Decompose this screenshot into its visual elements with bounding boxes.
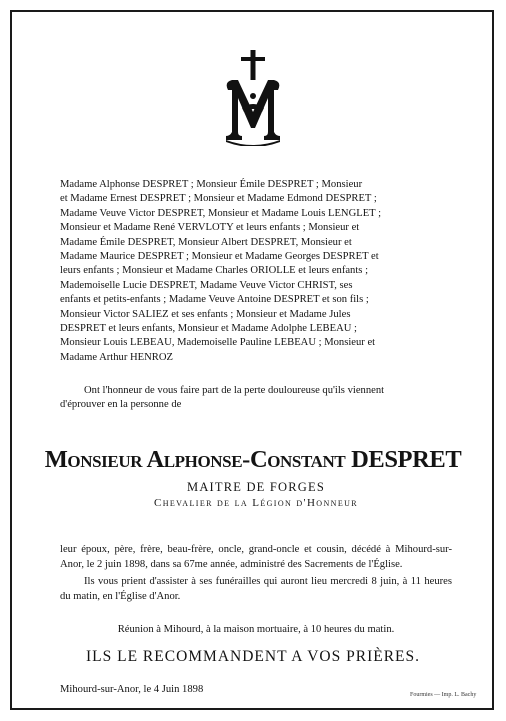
family-line: Monsieur et Madame René VERVLOTY et leurs enfants ; Monsieur et [60,222,360,234]
family-line: Monsieur Victor SALIEZ et ses enfants ; Monsieur et Madame Jules [60,308,351,320]
family-line: Monsieur Louis LEBEAU, Mademoiselle Pauline LEBEAU ; Monsieur et [60,337,376,349]
funeral-details-text: Ils vous prient d'assister à ses funérailles qui auront lieu mercredi 8 juin, à 11 heures du matin, en l'Église d'Anor. [60,576,452,602]
family-list [60,178,452,365]
death-details-text: leur époux, père, frère, beau-frère, oncle, grand-oncle et cousin, décédé à Mihourd-sur-Anor, le 2 juin 1898, dans sa 67me année, administré des Sacrements de l'Église. [60,544,452,570]
family-line: Madame Maurice DESPRET ; Monsieur et Madame Georges DESPRET et [60,251,379,263]
family-line: et Madame Ernest DESPRET ; Monsieur et Madame Edmond DESPRET ; [60,193,377,205]
family-line: DESPRET et leurs enfants, Monsieur et Madame Adolphe LEBEAU ; [60,323,357,335]
cross-monogram-icon [222,50,284,146]
family-line: enfants et petits-enfants ; Madame Veuve Antoine DESPRET et son fils ; [60,294,369,306]
deceased-title-honor: Chevalier de la Légion d'Honneur [153,497,359,509]
family-line: Madame Veuve Victor DESPRET, Monsieur et Madame Louis LENGLET ; [60,207,382,219]
recommend-heading: ILS LE RECOMMANDENT A VOS PRIÈRES. [86,648,420,665]
deceased-name: Monsieur Alphonse-Constant DESPRET [44,446,462,473]
family-line: Madame Émile DESPRET, Monsieur Albert DESPRET, Monsieur et [60,236,352,248]
family-line: Madame Alphonse DESPRET ; Monsieur Émile DESPRET ; Monsieur [60,179,363,190]
announcement-line: d'éprouver en la personne de [60,399,182,411]
family-line: Madame Arthur HENROZ [60,351,173,363]
deceased-title-profession: MAITRE DE FORGES [187,480,325,494]
death-details [60,543,452,604]
announcement [60,384,452,413]
dateline: Mihourd-sur-Anor, le 4 Juin 1898 [60,684,204,695]
printer-credit: Fourmies — Imp. L. Bachy [410,692,477,698]
announcement-line: Ont l'honneur de vous faire part de la perte douloureuse qu'ils viennent [84,385,385,396]
family-line: leurs enfants ; Monsieur et Madame Charles ORIOLLE et leurs enfants ; [60,265,369,277]
reunion-note: Réunion à Mihourd, à la maison mortuaire, à 10 heures du matin. [117,624,395,635]
family-line: Mademoiselle Lucie DESPRET, Madame Veuve Victor CHRIST, ses [60,279,353,291]
